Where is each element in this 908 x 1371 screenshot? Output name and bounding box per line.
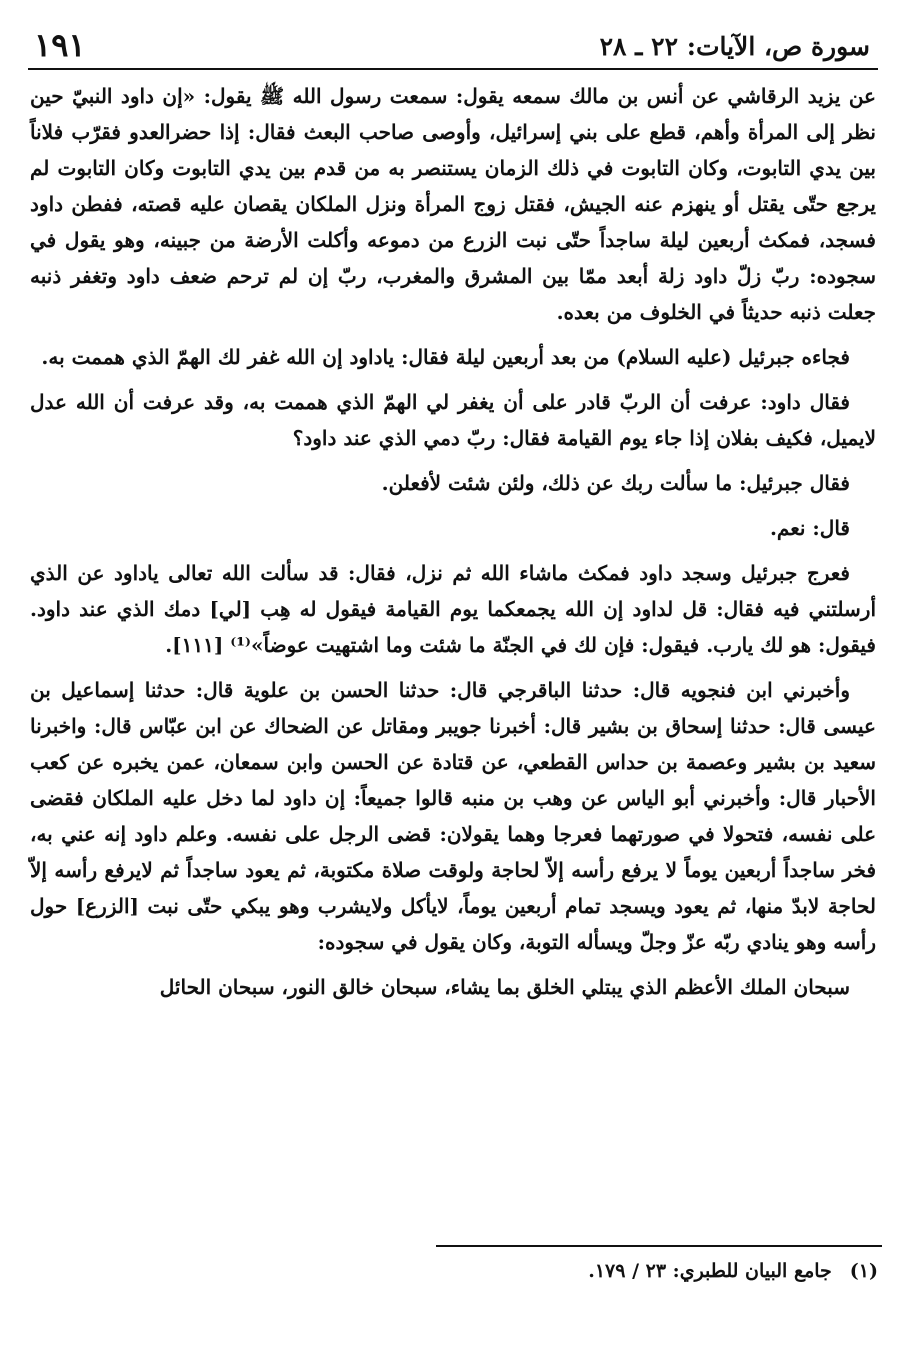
- page-header: [30, 22, 878, 68]
- header-divider: [28, 68, 878, 70]
- paragraph-tasbih: سبحان الملك الأعظم الذي يبتلي الخلق بما يشاء، سبحان خالق النور، سبحان الحائل: [159, 975, 850, 999]
- paragraph-jibril-arrival: فجاءه جبرئيل (عليه السلام) من بعد أربعين ليلة فقال: ياداود إن الله غفر لك الهمّ الذي هممت به.: [41, 345, 850, 369]
- paragraph-isnad: وأخبرني ابن فنجويه قال: حدثنا الباقرجي قال: حدثنا الحسن بن علوية قال: حدثنا إسماعيل بن عيسى قال: حدثنا إسحاق بن بشير قال: أخبرنا جويبر ومقاتل عن الضحاك عن ابن عبّاس قال: واخبرنا سعيد بن بشير وعصمة بن حداس القطعي، عن قتادة عن الحسن وابن سمعان، عمن يخبره عن كعب الأحبار قال: وأخبرني أبو الياس عن وهب بن منبه قالوا جميعاً: إن داود لما دخل عليه الملكان فقضى على نفسه، فتحولا في صورتهما فعرجا وهما يقولان: قضى الرجل على نفسه. وعلم داود إنه عني به، فخر ساجداً أربعين يوماً لا يرفع رأسه إلاّ لحاجة ولوقت صلاة مكتوبة، ثم يعود ساجداً ثم لايرفع رأسه إلاّ لحاجة لابدّ منها، ثم يعود ويسجد تمام أربعين يوماً، لايأكل ولايشرب وهو يبكي حتّى نبت [الزرع] حول رأسه وهو ينادي ربّه عزّ وجلّ ويسأله التوبة، وكان يقول في سجوده:: [30, 678, 876, 954]
- footnote-text: جامع البيان للطبري: ٢٣ / ١٧٩.: [588, 1260, 832, 1282]
- footnote: [30, 1256, 878, 1286]
- footnote-divider: [436, 1245, 882, 1247]
- running-title: سورة ص، الآيات: ٢٢ ـ ٢٨: [599, 32, 870, 61]
- footnote-number: (١): [849, 1260, 878, 1282]
- paragraph-jibril-answer: فقال جبرئيل: ما سألت ربك عن ذلك، ولئن شئت لأفعلن.: [381, 471, 850, 495]
- paragraph-yes: قال: نعم.: [769, 516, 850, 540]
- paragraph-dawud-reply: فقال داود: عرفت أن الربّ قادر على أن يغفر لي الهمّ الذي هممت به، وقد عرفت أن الله عدل لايميل، فكيف بفلان إذا جاء يوم القيامة فقال: ربّ دمي الذي عند داود؟: [30, 390, 876, 450]
- paragraph-hadith-narration: عن يزيد الرقاشي عن أنس بن مالك سمعه يقول: سمعت رسول الله ﷺ يقول: «إن داود النبيّ حين نظر إلى المرأة وأهم، قطع على بني إسرائيل، وأوصى صاحب البعث فقال: إذا حضرالعدو فقرّب فلاناً بين يدي التابوت، وكان التابوت في ذلك الزمان يستنصر به من قدم بين يدي التابوت وكان التابوت لم يرجع حتّى يقتل أو ينهزم عنه الجيش، فقتل زوج المرأة ونزل الملكان يقصان عليه قصته، ففطن داود فسجد، فمكث أربعين ليلة ساجداً حتّى نبت الزرع من دموعه وأكلت الأرضة من جبينه، وهو يقول في سجوده: ربّ زلّ داود زلة أبعد ممّا بين المشرق والمغرب، ربّ إن لم ترحم ضعف داود وتغفر ذنبه جعلت ذنبه حديثاً في الخلوف من بعده.: [30, 84, 876, 324]
- main-text: [30, 78, 876, 1014]
- page-number: ١٩١: [34, 26, 86, 64]
- paragraph-ascension: فعرج جبرئيل وسجد داود فمكث ماشاء الله ثم نزل، فقال: قد سألت الله تعالى ياداود عن الذي أرسلتني فيه فقال: قل لداود إن الله يجمعكما يوم القيامة فيقول له هِب [لي] دمك الذي عند داود. فيقول: هو لك يارب. فيقول: فإن لك في الجنّة ما شئت وما اشتهيت عوضاً»⁽¹⁾ [١١١].: [30, 561, 876, 657]
